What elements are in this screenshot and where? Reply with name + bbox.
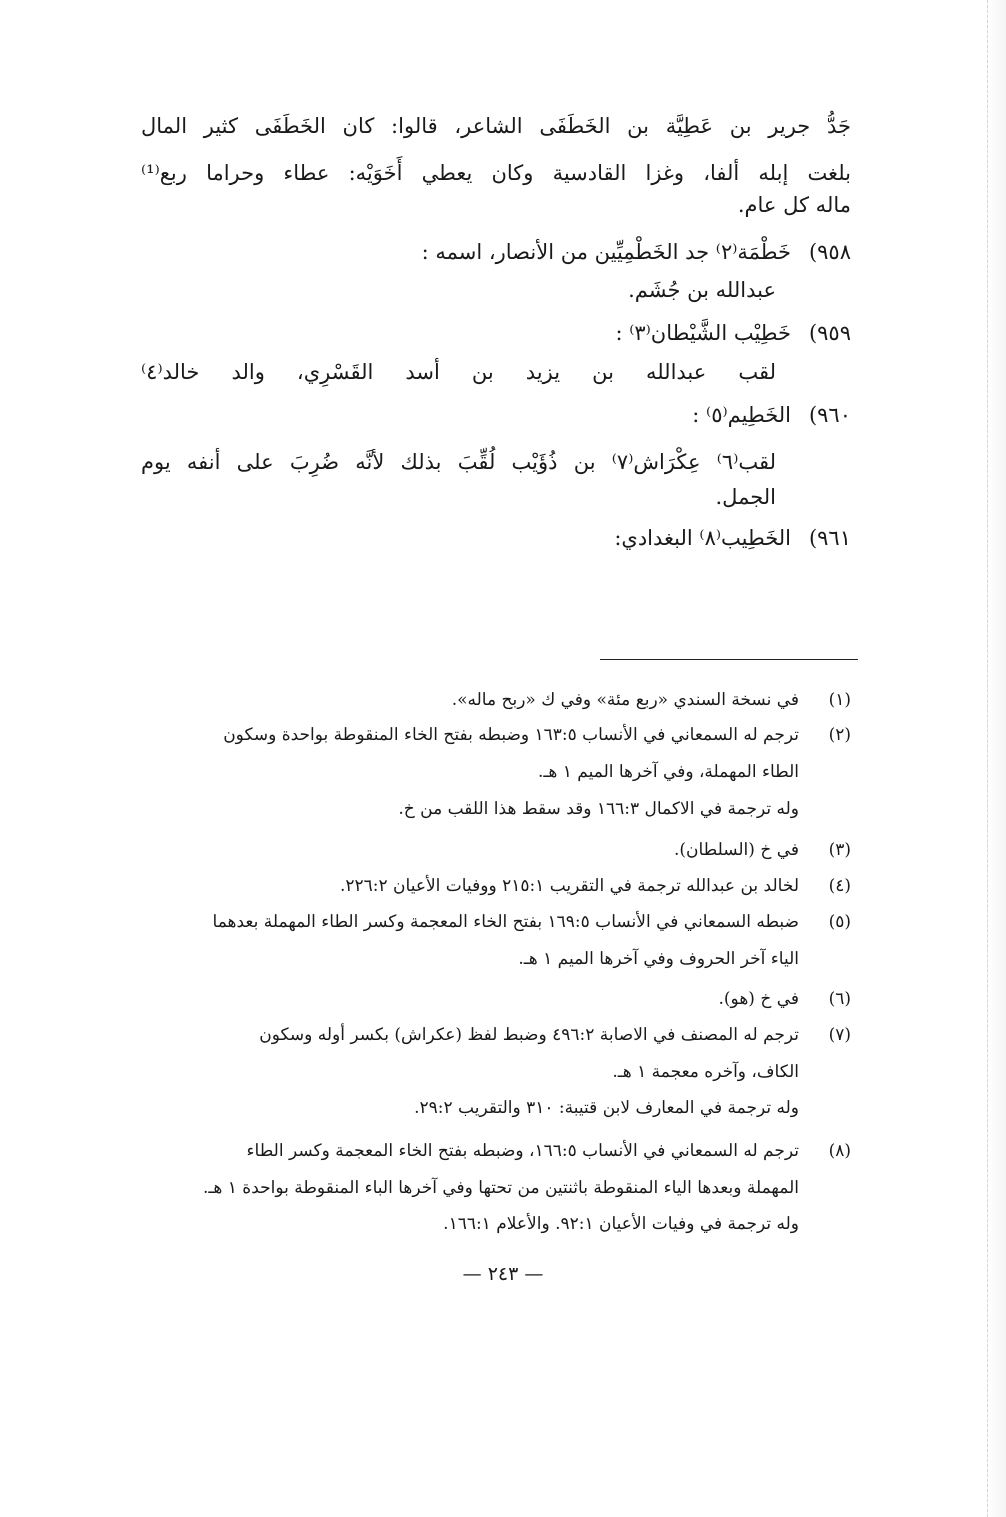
entry-960 xyxy=(692,399,851,431)
entry-number: ٩٦٠) xyxy=(808,403,851,427)
entry-960-body-1: لقب⁽٦⁾ عِكْرَاش⁽٧⁾ بن ذُؤَيْب لُقِّبَ بذلك لأنَّه ضُرِبَ على أنفه يوم xyxy=(141,450,777,474)
footnote-text: لخالد بن عبدالله ترجمة في التقريب ٢١٥:١ ووفيات الأعيان ٢٢٦:٢. xyxy=(339,876,799,896)
footnote-number: (٣) xyxy=(828,840,851,860)
footnote-text: ترجم له السمعاني في الأنساب ١٦٣:٥ وضبطه بفتح الخاء المنقوطة بواحدة وسكون xyxy=(223,725,799,745)
footnote-number: (٢) xyxy=(828,725,851,745)
footnote-8 xyxy=(247,1136,851,1166)
entry-number: ٩٥٩) xyxy=(808,321,851,345)
footnote-number: (٧) xyxy=(828,1025,851,1045)
entry-958 xyxy=(422,236,851,268)
footnote-text: ترجم له المصنف في الاصابة ٤٩٦:٢ وضبط لفظ (عكراش) بكسر أوله وسكون xyxy=(259,1025,799,1045)
footnote-number: (٥) xyxy=(828,912,851,932)
footnote-7-line-3: وله ترجمة في المعارف لابن قتيبة: ٣١٠ والتقريب ٢٩:٢. xyxy=(414,1098,799,1118)
entry-number: ٩٦١) xyxy=(808,526,851,550)
page-edge xyxy=(987,0,1006,1517)
footnote-4 xyxy=(340,871,851,901)
footnote-8-line-2: المهملة وبعدها الياء المنقوطة باثنتين من تحتها وفي آخرها الباء المنقوطة بواحدة ١ هـ. xyxy=(203,1178,799,1198)
footnote-number: (٨) xyxy=(828,1141,851,1161)
footnote-1 xyxy=(452,685,851,715)
footnote-text: في خ (السلطان). xyxy=(673,840,799,860)
footnote-text: ضبطه السمعاني في الأنساب ١٦٩:٥ بفتح الخاء المعجمة وكسر الطاء المهملة بعدهما xyxy=(212,912,799,932)
footnote-5-line-2: الياء آخر الحروف وفي آخرها الميم ١ هـ. xyxy=(518,949,799,969)
footnote-6 xyxy=(719,984,852,1014)
entry-960-body-2: الجمل. xyxy=(715,485,776,509)
footnote-text: في خ (هو). xyxy=(718,989,799,1009)
entry-959-body: لقب عبدالله بن يزيد بن أسد القَسْرِي، والد خالد⁽٤⁾ xyxy=(141,360,776,384)
main-line-3: ماله كل عام. xyxy=(737,193,851,217)
page-number: — ٢٤٣ — xyxy=(462,1263,544,1285)
entry-958-body: عبدالله بن جُشَم. xyxy=(628,278,776,302)
footnote-number: (٤) xyxy=(828,876,851,896)
entry-head: خَطِيْب الشَّيْطان⁽٣⁾ : xyxy=(615,321,791,345)
entry-head: الخَطِيم⁽٥⁾ : xyxy=(692,403,791,427)
footnote-2 xyxy=(223,720,851,750)
main-line-2: بلغت إبله ألفا، وغزا القادسية وكان يعطي أَخَوَيْه: عطاء وحراما ربع⁽¹⁾ xyxy=(141,161,851,185)
footnote-number: (٦) xyxy=(828,989,851,1009)
footnote-7 xyxy=(259,1020,851,1050)
footnote-number: (١) xyxy=(828,690,851,710)
footnote-2-line-2: الطاء المهملة، وفي آخرها الميم ١ هـ. xyxy=(537,762,799,782)
footnote-8-line-3: وله ترجمة في وفيات الأعيان ٩٢:١. والأعلام ١٦٦:١. xyxy=(443,1214,799,1234)
entry-head: خَطْمَة⁽٢⁾ جد الخَطْمِيِّين من الأنصار، اسمه : xyxy=(421,240,791,264)
entry-959 xyxy=(615,317,851,349)
footnote-3 xyxy=(674,835,851,865)
footnote-text: ترجم له السمعاني في الأنساب ١٦٦:٥، وضبطه بفتح الخاء المعجمة وكسر الطاء xyxy=(246,1141,799,1161)
footnote-7-line-2: الكاف، وآخره معجمة ١ هـ. xyxy=(612,1062,799,1082)
footnote-text: في نسخة السندي «ربع مئة» وفي ك «ربح ماله». xyxy=(451,690,799,710)
entry-head: الخَطِيب⁽٨⁾ البغدادي: xyxy=(614,526,791,550)
footnote-separator xyxy=(600,659,858,660)
main-line-1: جَدُّ جرير بن عَطِيَّة بن الخَطَفَى الشاعر، قالوا: كان الخَطَفَى كثير المال xyxy=(141,114,851,138)
entry-961 xyxy=(614,522,851,554)
entry-number: ٩٥٨) xyxy=(808,240,851,264)
footnote-2-line-3: وله ترجمة في الاكمال ١٦٦:٣ وقد سقط هذا اللقب من خ. xyxy=(398,799,799,819)
footnote-5 xyxy=(213,907,851,937)
